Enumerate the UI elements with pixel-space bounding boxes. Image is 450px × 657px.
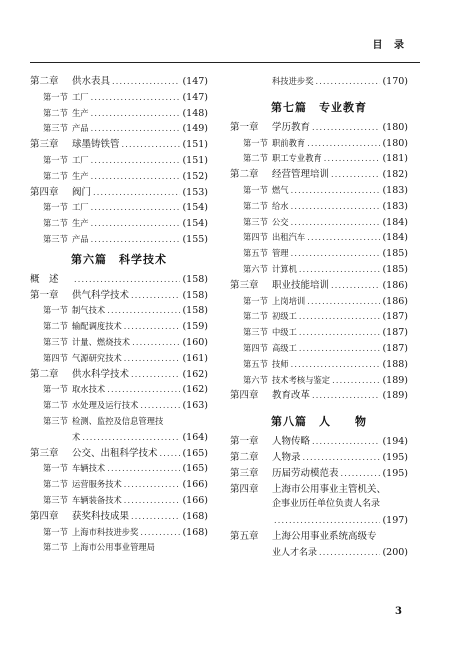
toc-entry-page: (188) xyxy=(382,358,408,370)
toc-entry-page: (182) xyxy=(382,169,408,181)
toc-section-entry[interactable] xyxy=(230,199,408,215)
toc-entry-page: (163) xyxy=(182,400,208,412)
toc-section-entry[interactable] xyxy=(30,216,208,232)
toc-entry-page: (195) xyxy=(382,467,408,479)
toc-section-entry[interactable] xyxy=(230,294,408,310)
toc-entry-number: 第一节 xyxy=(43,202,68,213)
toc-entry-number: 第二节 xyxy=(43,400,68,411)
toc-entry-page: (158) xyxy=(182,305,208,317)
toc-entry-number: 第二章 xyxy=(30,368,59,380)
toc-entry-number: 第一节 xyxy=(243,295,268,306)
toc-section-entry[interactable] xyxy=(230,183,408,199)
toc-chapter-entry[interactable] xyxy=(230,120,408,136)
toc-leader-dots xyxy=(299,309,381,325)
toc-entry-number: 第一章 xyxy=(30,289,59,301)
toc-chapter-entry[interactable] xyxy=(230,529,408,545)
toc-entry-number: 第二节 xyxy=(243,311,268,322)
toc-leader-dots xyxy=(107,303,180,319)
toc-leader-dots xyxy=(312,388,380,404)
toc-entry-title: 初级工 xyxy=(272,311,297,322)
toc-section-entry[interactable] xyxy=(230,325,408,341)
toc-entry-page: (155) xyxy=(182,233,208,245)
toc-entry-number: 第四节 xyxy=(43,352,68,363)
toc-leader-dots xyxy=(291,199,381,215)
toc-entry-number: 第六节 xyxy=(243,374,268,385)
toc-chapter-entry[interactable] xyxy=(230,545,408,561)
toc-entry-number: 第一节 xyxy=(43,305,68,316)
toc-entry-number: 第三章 xyxy=(30,447,59,459)
toc-leader-dots xyxy=(124,351,181,367)
toc-leader-dots xyxy=(132,335,180,351)
toc-entry-title: 术 xyxy=(72,431,81,442)
toc-leader-dots xyxy=(299,262,381,278)
toc-leader-dots xyxy=(93,185,180,201)
toc-leader-dots xyxy=(316,74,381,90)
toc-leader-dots xyxy=(312,434,380,450)
toc-entry-number: 第二章 xyxy=(30,76,59,87)
toc-section-entry[interactable] xyxy=(30,477,208,493)
toc-entry-title: 企事业历任单位负责人名录 xyxy=(272,499,381,510)
toc-section-entry[interactable] xyxy=(30,398,208,414)
toc-entry-page: (185) xyxy=(382,248,408,260)
toc-chapter-entry[interactable] xyxy=(230,167,408,183)
toc-entry-number: 第一节 xyxy=(243,184,268,195)
toc-leader-dots xyxy=(307,230,380,246)
toc-entry-number: 第一节 xyxy=(43,463,68,474)
part-title: 第七篇 专业教育 xyxy=(271,100,367,114)
toc-entry-number: 第五节 xyxy=(243,248,268,259)
toc-leader-dots xyxy=(91,200,181,216)
toc-leader-dots xyxy=(131,367,180,383)
toc-section-entry[interactable] xyxy=(30,169,208,185)
toc-entry-number: 第二章 xyxy=(230,169,259,181)
toc-entry-number: 第二节 xyxy=(43,479,68,490)
toc-leader-dots xyxy=(332,373,380,389)
toc-entry-number: 第一节 xyxy=(43,91,68,102)
toc-entry-page: (151) xyxy=(182,139,208,151)
toc-entry-number: 第六节 xyxy=(243,263,268,274)
toc-chapter-entry[interactable] xyxy=(230,482,408,498)
toc-entry-page: (162) xyxy=(182,384,208,396)
toc-entry-number: 第三章 xyxy=(30,139,59,151)
toc-entry-page: (180) xyxy=(382,121,408,133)
toc-chapter-entry[interactable] xyxy=(30,430,208,446)
toc-entry-title: 上海市科技进步奖 xyxy=(72,526,139,537)
toc-section-entry[interactable] xyxy=(230,151,408,167)
toc-entry-title: 球墨铸铁管 xyxy=(72,139,120,151)
toc-entry-number: 第三节 xyxy=(43,233,68,244)
toc-leader-dots xyxy=(319,545,380,561)
toc-entry-number: 第三节 xyxy=(243,327,268,338)
toc-entry-page: (165) xyxy=(182,447,208,459)
toc-leader-dots xyxy=(91,121,181,137)
toc-chapter-entry[interactable] xyxy=(30,446,208,462)
toc-entry-number: 第二节 xyxy=(43,321,68,332)
toc-entry-page: (170) xyxy=(382,76,408,87)
toc-entry-number: 第四章 xyxy=(230,483,259,495)
toc-leader-dots xyxy=(299,325,381,341)
toc-chapter-entry[interactable] xyxy=(30,74,208,90)
toc-entry-number: 第三章 xyxy=(230,279,259,291)
toc-leader-dots xyxy=(107,382,180,398)
toc-left-column xyxy=(30,74,208,556)
toc-entry-title: 获奖科技成果 xyxy=(72,510,130,522)
toc-section-entry[interactable] xyxy=(230,246,408,262)
toc-entry-number: 第三节 xyxy=(43,123,68,134)
toc-entry-number: 第三节 xyxy=(43,494,68,505)
toc-entry-number: 第四章 xyxy=(30,186,59,198)
toc-chapter-entry[interactable] xyxy=(30,185,208,201)
toc-section-entry[interactable] xyxy=(230,262,408,278)
toc-entry-page: (184) xyxy=(382,216,408,228)
toc-leader-dots xyxy=(82,430,180,446)
toc-entry-title: 职业技能培训 xyxy=(272,279,330,291)
toc-leader-dots xyxy=(124,319,181,335)
toc-entry-page: (149) xyxy=(182,123,208,135)
toc-entry-number: 第二节 xyxy=(43,107,68,118)
toc-entry-page: (154) xyxy=(182,202,208,214)
toc-leader-dots xyxy=(140,398,180,414)
toc-entry-title: 技术考核与鉴定 xyxy=(272,374,331,385)
toc-entry-title: 上岗培训 xyxy=(272,295,306,306)
toc-leader-dots xyxy=(291,215,381,231)
toc-entry-title: 运营服务技术 xyxy=(72,479,122,490)
toc-entry-page: (187) xyxy=(382,342,408,354)
toc-entry-page: (151) xyxy=(182,154,208,166)
toc-section-entry[interactable] xyxy=(30,461,208,477)
toc-section-entry[interactable] xyxy=(30,493,208,509)
toc-entry-page: (162) xyxy=(182,368,208,380)
toc-chapter-entry[interactable] xyxy=(30,509,208,525)
toc-entry-title: 人物录 xyxy=(272,451,301,463)
toc-entry-title: 上海市公用事业管理局 xyxy=(72,542,155,553)
toc-entry-number: 第二节 xyxy=(243,153,268,164)
toc-entry-page: (187) xyxy=(382,311,408,323)
toc-entry-page: (161) xyxy=(182,352,208,364)
toc-entry-page: (160) xyxy=(182,336,208,348)
toc-entry-number: 第一章 xyxy=(230,121,259,133)
toc-entry-title: 水处理及运行技术 xyxy=(72,400,139,411)
toc-entry-number: 第一节 xyxy=(43,154,68,165)
toc-entry-title: 生产 xyxy=(72,170,89,181)
toc-section-entry[interactable] xyxy=(30,106,208,122)
toc-leader-dots xyxy=(160,446,181,462)
toc-entry-title: 公交、出租科学技术 xyxy=(72,447,158,459)
toc-chapter-entry[interactable] xyxy=(230,388,408,404)
toc-entry-number: 第一章 xyxy=(230,436,259,448)
toc-leader-dots xyxy=(291,246,381,262)
toc-entry-page: (195) xyxy=(382,451,408,463)
toc-entry-title: 业人才名录 xyxy=(272,547,318,558)
toc-entry-page: (153) xyxy=(182,186,208,198)
part-title: 第八篇 人 物 xyxy=(271,415,367,429)
toc-entry-page: (148) xyxy=(182,107,208,119)
toc-section-entry[interactable] xyxy=(30,121,208,137)
toc-entry-title: 历届劳动模范表 xyxy=(272,467,339,479)
toc-chapter-entry[interactable] xyxy=(230,466,408,482)
toc-leader-dots xyxy=(124,477,181,493)
toc-entry-page: (200) xyxy=(382,546,408,558)
toc-entry-title: 公交 xyxy=(272,216,289,227)
toc-entry-title: 气源研究技术 xyxy=(72,352,122,363)
toc-entry-title: 人物传略 xyxy=(272,436,311,448)
toc-entry-title: 取水技术 xyxy=(72,384,106,395)
toc-entry-number: 第四节 xyxy=(243,232,268,243)
toc-leader-dots xyxy=(140,525,180,541)
toc-section-entry[interactable] xyxy=(230,215,408,231)
toc-entry-title: 阀门 xyxy=(72,186,92,198)
page-number: 3 xyxy=(395,606,402,617)
toc-entry-title: 车辆技术 xyxy=(72,463,106,474)
toc-entry-title: 技师 xyxy=(272,358,289,369)
toc-entry-page: (158) xyxy=(182,273,208,285)
toc-entry-number: 第四章 xyxy=(30,510,59,522)
toc-leader-dots xyxy=(91,169,181,185)
toc-entry-page: (185) xyxy=(382,263,408,275)
toc-entry-number: 第二章 xyxy=(230,451,259,463)
toc-leader-dots xyxy=(124,493,181,509)
toc-entry-number: 第三节 xyxy=(43,336,68,347)
toc-entry-title: 检测、监控及信息管理技 xyxy=(72,415,164,426)
toc-section-entry[interactable] xyxy=(30,303,208,319)
toc-section-entry[interactable] xyxy=(230,309,408,325)
toc-entry-page: (187) xyxy=(382,327,408,339)
toc-entry-title: 供水科学技术 xyxy=(72,368,130,380)
toc-entry-page: (158) xyxy=(182,289,208,301)
toc-leader-dots xyxy=(291,183,381,199)
toc-entry-number: 第二节 xyxy=(43,542,68,553)
toc-entry-title: 燃气 xyxy=(272,184,289,195)
toc-section-entry[interactable] xyxy=(30,351,208,367)
toc-section-entry[interactable] xyxy=(30,319,208,335)
toc-leader-dots xyxy=(274,513,380,529)
toc-entry-title: 科技进步奖 xyxy=(272,76,314,86)
toc-entry-title: 学历教育 xyxy=(272,121,311,133)
toc-entry-page: (194) xyxy=(382,436,408,448)
toc-entry-title: 计量、燃烧技术 xyxy=(72,336,131,347)
toc-entry-page: (168) xyxy=(182,526,208,538)
toc-entry-page: (147) xyxy=(182,76,208,87)
toc-entry-page: (181) xyxy=(382,153,408,165)
toc-section-entry[interactable] xyxy=(30,540,208,556)
toc-entry-number: 第二节 xyxy=(43,218,68,229)
toc-section-entry[interactable] xyxy=(30,525,208,541)
toc-section-entry[interactable] xyxy=(30,153,208,169)
toc-entry-title: 制气技术 xyxy=(72,305,106,316)
toc-chapter-entry[interactable] xyxy=(230,74,408,90)
part-title: 第六篇 科学技术 xyxy=(71,252,167,266)
header-rule xyxy=(30,62,420,63)
toc-entry-title: 工厂 xyxy=(72,91,89,102)
toc-entry-title: 职前教育 xyxy=(272,137,306,148)
toc-entry-number: 第三节 xyxy=(243,216,268,227)
toc-leader-dots xyxy=(307,294,380,310)
toc-entry-number: 第一节 xyxy=(243,137,268,148)
toc-entry-page: (186) xyxy=(382,279,408,291)
toc-entry-number: 第二节 xyxy=(243,200,268,211)
toc-leader-dots xyxy=(74,272,180,288)
toc-entry-page: (165) xyxy=(182,463,208,475)
toc-chapter-entry[interactable] xyxy=(230,513,408,529)
toc-entry-number: 第五节 xyxy=(243,358,268,369)
toc-entry-title: 供气科学技术 xyxy=(72,289,130,301)
toc-section-entry[interactable] xyxy=(30,200,208,216)
toc-leader-dots xyxy=(291,357,381,373)
toc-entry-title: 职工专业教育 xyxy=(272,153,322,164)
toc-leader-dots xyxy=(91,106,181,122)
toc-entry-number: 第四节 xyxy=(243,342,268,353)
toc-entry-page: (154) xyxy=(182,218,208,230)
toc-entry-title: 经营管理培训 xyxy=(272,169,330,181)
toc-leader-dots xyxy=(299,341,381,357)
toc-leader-dots xyxy=(303,450,381,466)
toc-entry-page: (189) xyxy=(382,390,408,402)
toc-entry-page: (166) xyxy=(182,494,208,506)
toc-leader-dots xyxy=(91,153,181,169)
toc-chapter-entry[interactable] xyxy=(230,497,408,513)
toc-entry-title: 教育改革 xyxy=(272,390,311,402)
toc-leader-dots xyxy=(91,216,181,232)
toc-section-entry[interactable] xyxy=(30,90,208,106)
toc-leader-dots xyxy=(331,278,380,294)
toc-entry-page: (189) xyxy=(382,374,408,386)
toc-entry-title: 产品 xyxy=(72,123,89,134)
toc-chapter-entry[interactable] xyxy=(230,450,408,466)
toc-entry-page: (183) xyxy=(382,184,408,196)
toc-section-entry[interactable] xyxy=(230,341,408,357)
toc-section-entry[interactable] xyxy=(30,414,208,430)
toc-entry-number: 概 述 xyxy=(30,273,59,285)
toc-entry-title: 计算机 xyxy=(272,263,297,274)
toc-entry-page: (197) xyxy=(382,515,408,527)
toc-entry-title: 输配调度技术 xyxy=(72,321,122,332)
header-label: 目 录 xyxy=(372,40,408,51)
toc-chapter-entry[interactable] xyxy=(230,278,408,294)
toc-entry-title: 工厂 xyxy=(72,154,89,165)
toc-section-entry[interactable] xyxy=(230,136,408,152)
toc-entry-page: (152) xyxy=(182,170,208,182)
toc-chapter-entry[interactable] xyxy=(30,137,208,153)
toc-entry-page: (147) xyxy=(182,91,208,103)
toc-leader-dots xyxy=(107,461,180,477)
toc-leader-dots xyxy=(91,90,181,106)
toc-entry-title: 上海公用事业系统高级专 xyxy=(272,530,377,542)
toc-leader-dots xyxy=(324,151,381,167)
toc-entry-number: 第三节 xyxy=(43,415,68,426)
toc-entry-title: 生产 xyxy=(72,107,89,118)
toc-entry-number: 第一节 xyxy=(43,384,68,395)
toc-chapter-entry[interactable] xyxy=(230,434,408,450)
toc-entry-page: (186) xyxy=(382,295,408,307)
toc-chapter-entry[interactable] xyxy=(30,288,208,304)
toc-entry-number: 第一节 xyxy=(43,526,68,537)
toc-entry-title: 车辆装备技术 xyxy=(72,494,122,505)
toc-right-column xyxy=(230,74,408,561)
toc-entry-page: (180) xyxy=(382,137,408,149)
toc-section-entry[interactable] xyxy=(30,382,208,398)
toc-leader-dots xyxy=(312,120,380,136)
toc-leader-dots xyxy=(341,466,381,482)
toc-entry-title: 管理 xyxy=(272,248,289,259)
toc-leader-dots xyxy=(307,136,380,152)
toc-leader-dots xyxy=(131,509,180,525)
toc-section-entry[interactable] xyxy=(30,335,208,351)
toc-entry-page: (166) xyxy=(182,479,208,491)
toc-section-entry[interactable] xyxy=(230,230,408,246)
toc-entry-title: 高级工 xyxy=(272,342,297,353)
toc-chapter-entry[interactable] xyxy=(30,367,208,383)
toc-entry-number: 第四章 xyxy=(230,390,259,402)
toc-section-entry[interactable] xyxy=(230,373,408,389)
toc-entry-number: 第五章 xyxy=(230,530,259,542)
toc-entry-page: (183) xyxy=(382,200,408,212)
toc-entry-title: 出租汽车 xyxy=(272,232,306,243)
toc-entry-page: (184) xyxy=(382,232,408,244)
toc-entry-number: 第二节 xyxy=(43,170,68,181)
toc-entry-number: 第三章 xyxy=(230,467,259,479)
toc-leader-dots xyxy=(122,137,181,153)
toc-leader-dots xyxy=(112,74,180,90)
toc-entry-title: 生产 xyxy=(72,218,89,229)
toc-leader-dots xyxy=(91,232,181,248)
toc-entry-title: 产品 xyxy=(72,233,89,244)
toc-chapter-entry[interactable] xyxy=(30,272,208,288)
toc-section-entry[interactable] xyxy=(30,232,208,248)
toc-leader-dots xyxy=(331,167,380,183)
toc-section-entry[interactable] xyxy=(230,357,408,373)
toc-entry-page: (164) xyxy=(182,431,208,443)
toc-entry-page: (168) xyxy=(182,510,208,522)
toc-leader-dots xyxy=(131,288,180,304)
toc-entry-title: 上海市公用事业主管机关、 xyxy=(272,483,387,495)
toc-entry-title: 给水 xyxy=(272,200,289,211)
toc-entry-title: 工厂 xyxy=(72,202,89,213)
toc-entry-title: 中级工 xyxy=(272,327,297,338)
toc-entry-page: (159) xyxy=(182,321,208,333)
toc-entry-title: 供水表具 xyxy=(72,76,111,87)
